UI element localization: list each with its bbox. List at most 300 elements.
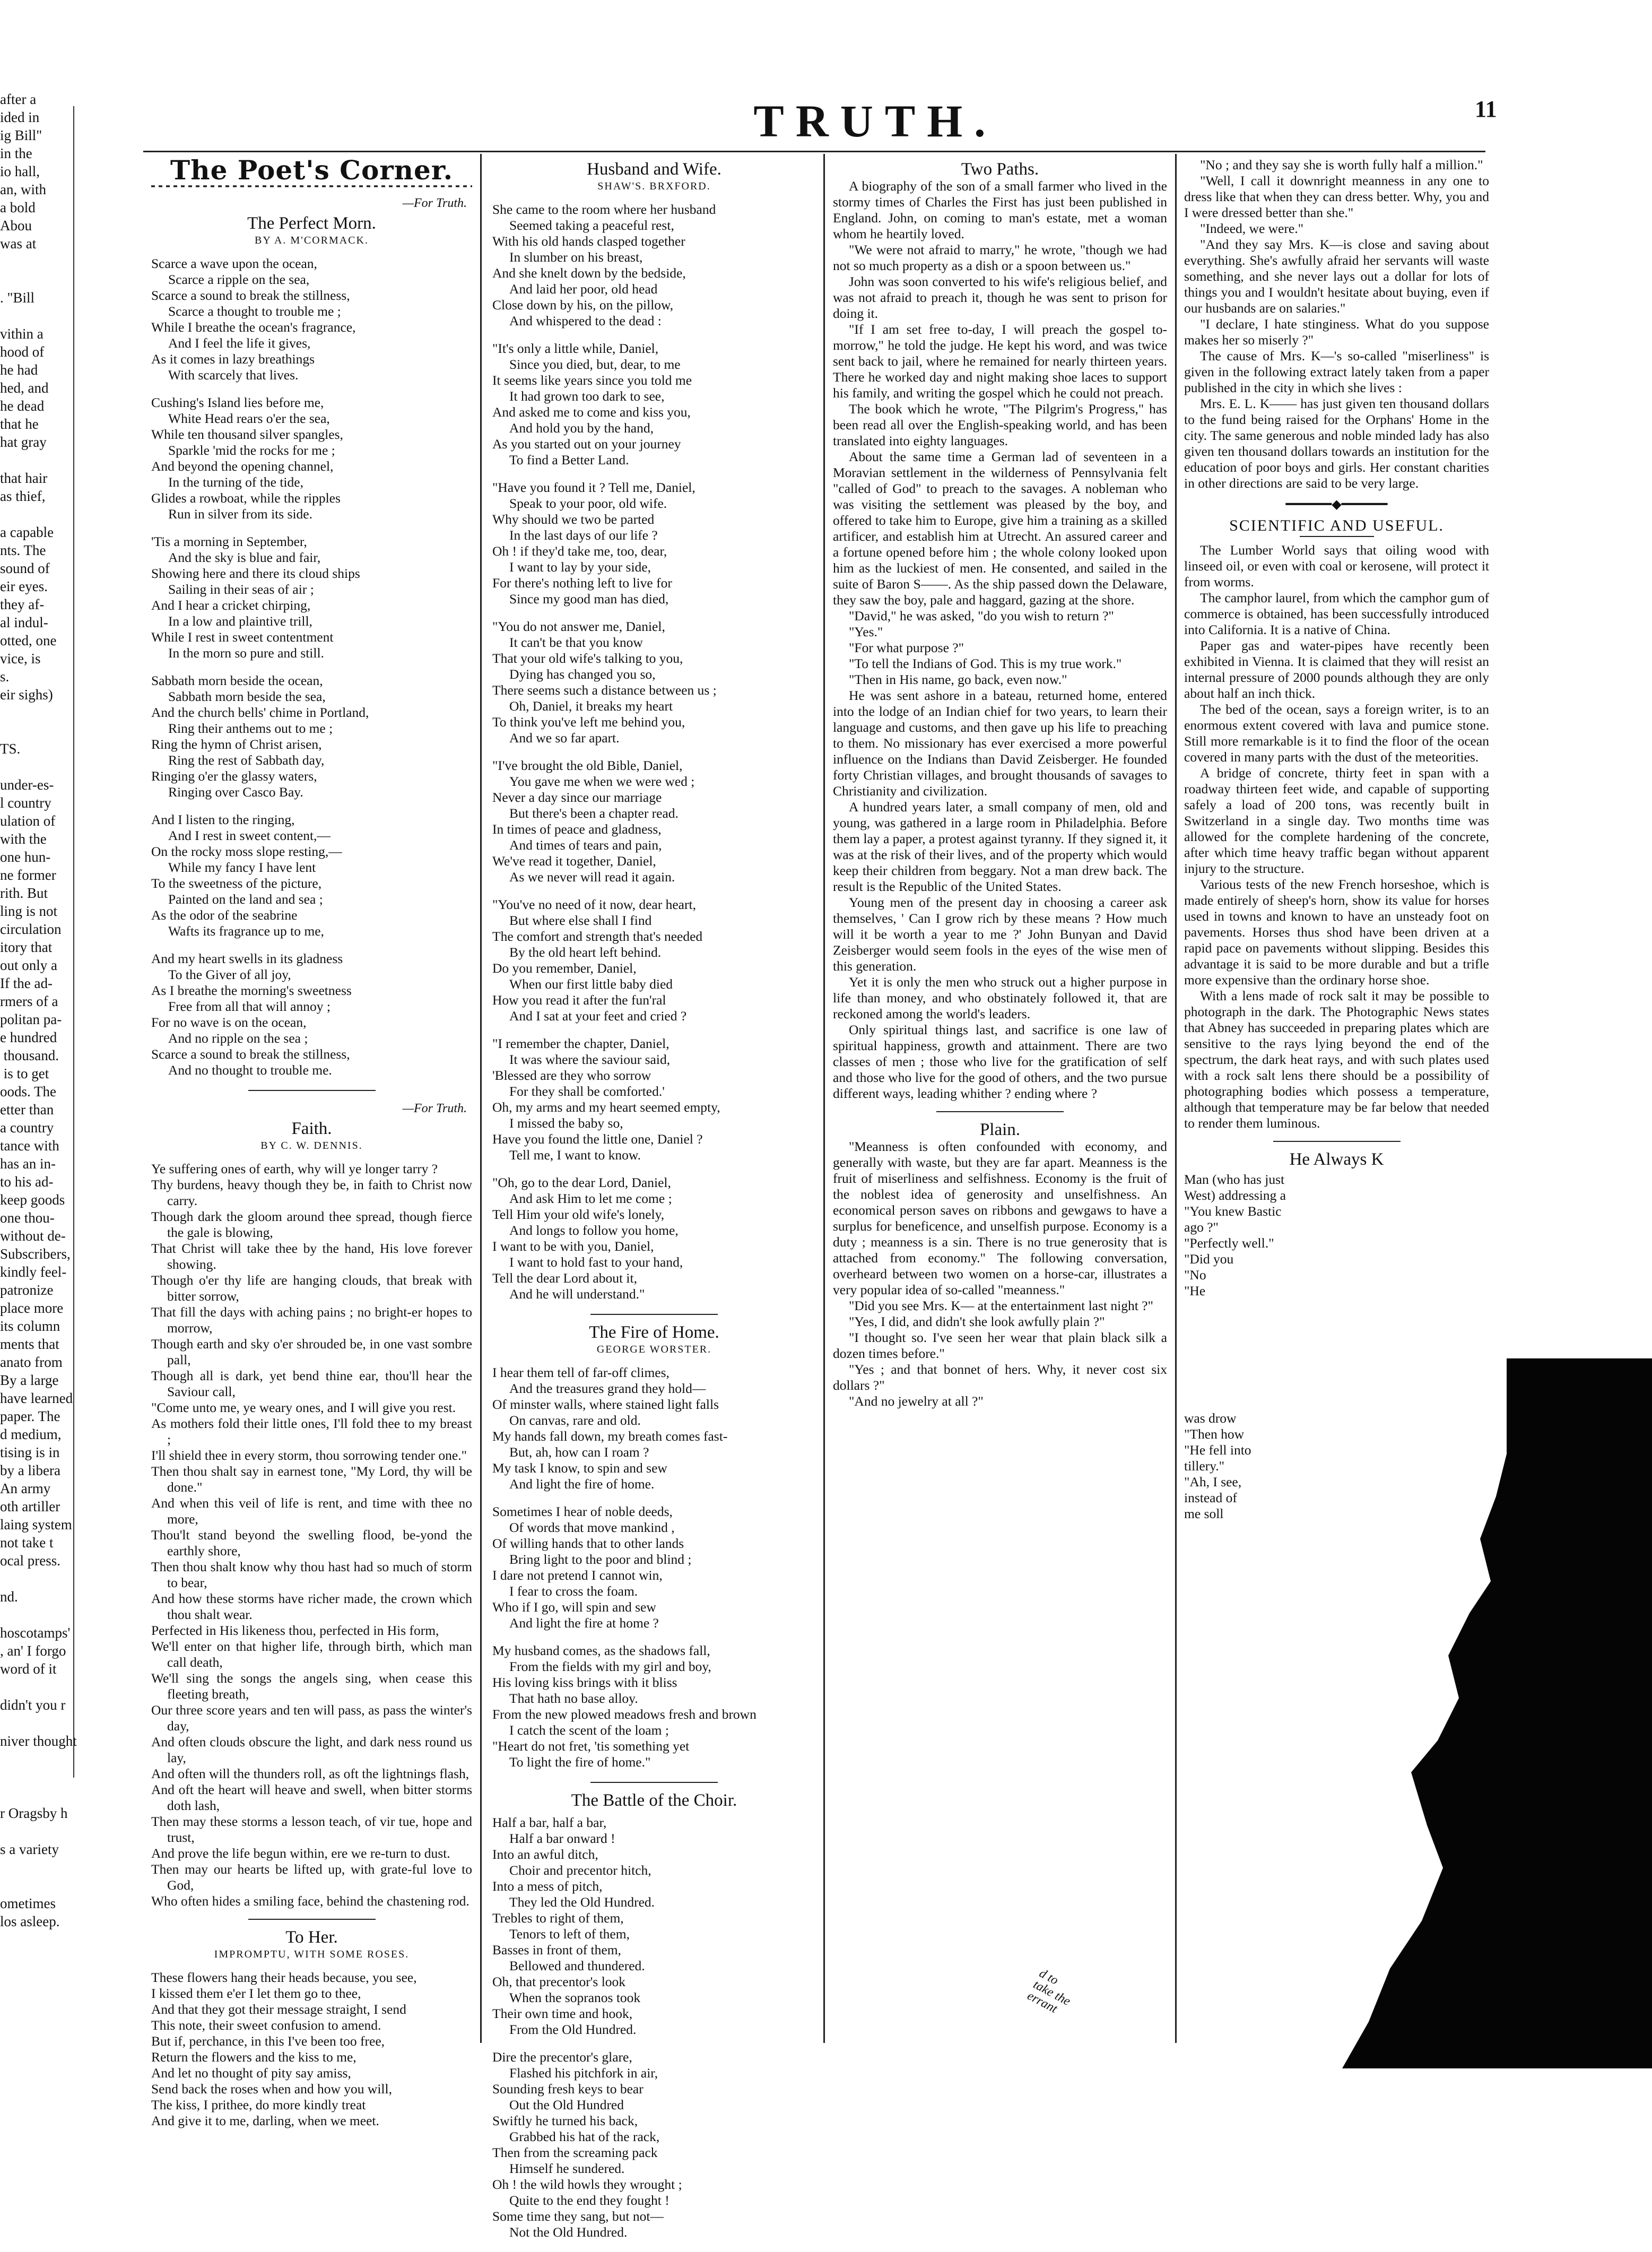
paragraph-line: instead of (1184, 1490, 1237, 1505)
verse-line: I catch the scent of the loam ; (509, 1722, 669, 1738)
poem-title: The Perfect Morn. (247, 214, 376, 233)
verse-line: Bring light to the poor and blind ; (509, 1552, 692, 1567)
verse-line: Then may these storms a lesson teach, of vir tue, hope and trust, (151, 1814, 472, 1845)
verse-line: Ye suffering ones of earth, why will ye longer tarry ? (151, 1161, 438, 1176)
verse-line: And I feel the life it gives, (168, 335, 311, 351)
verse-line: Dying has changed you so, (509, 666, 656, 682)
verse-line: Then thou shalt say in earnest tone, "My Lord, thy will be done." (151, 1463, 472, 1495)
paragraph: Paper gas and water-pipes have recently been exhibited in Vienna. It is claimed that they will resist an internal pressure of 2000 pounds although they are only about half an inch thick. (1184, 638, 1489, 701)
verse-line: In the last days of our life ? (509, 527, 658, 543)
verse-line: When our first little baby died (509, 976, 673, 992)
paragraph: "And they say Mrs. K—is close and saving about everything. She's awfully afraid her servants will waste something, and she never lays out a dollar for lots of things you and I wouldn't hesitate about buying, even if our husbands are on salaries." (1184, 237, 1489, 316)
stanza (151, 673, 472, 800)
verse-line: And I hear a cricket chirping, (151, 597, 311, 613)
separator-rule (590, 1314, 718, 1315)
verse-line: And often clouds obscure the light, and dark ness round us lay, (151, 1734, 472, 1765)
verse-line: To the Giver of all joy, (168, 967, 291, 982)
stanza (492, 1036, 816, 1163)
stanza (151, 951, 472, 1078)
verse-line: Out the Old Hundred (509, 2097, 624, 2112)
verse-line: And asked me to come and kiss you, (492, 404, 691, 420)
stanza (492, 897, 816, 1024)
separator-rule (936, 1111, 1064, 1112)
verse-line: Trebles to right of them, (492, 1910, 624, 1926)
verse-line: Sabbath morn beside the ocean, (151, 673, 323, 688)
paragraph-line: was drow (1184, 1410, 1237, 1426)
masthead-rule (143, 151, 1485, 152)
verse-line: While ten thousand silver spangles, (151, 427, 343, 442)
verse-line: And that they got their message straight, I send (151, 2002, 406, 2017)
verse-line: Then from the screaming pack (492, 2145, 658, 2160)
separator-rule (248, 1919, 376, 1920)
verse-line: And let no thought of pity say amiss, (151, 2065, 351, 2081)
column-two-paths (833, 157, 1167, 1409)
section-title: The Poet's Corner. (170, 154, 453, 186)
verse-line: Basses in front of them, (492, 1942, 621, 1957)
verse-line: Then thou shalt know why thou hast had so much of storm to bear, (151, 1559, 472, 1590)
verse-line: Tell me, I want to know. (509, 1147, 641, 1163)
verse-line: I hear them tell of far-off climes, (492, 1365, 670, 1380)
verse-line: Glides a rowboat, while the ripples (151, 490, 341, 506)
verse-line: Though all is dark, yet bend thine ear, thou'll hear the Saviour call, (151, 1368, 472, 1399)
verse-line: That hath no base alloy. (509, 1691, 638, 1706)
verse-line: In a low and plaintive trill, (168, 613, 312, 629)
verse-line: That Christ will take thee by the hand, His love forever showing. (151, 1241, 472, 1272)
verse-line: And how these storms have richer made, the crown which thou shalt wear. (151, 1591, 472, 1622)
verse-line: Half a bar onward ! (509, 1831, 615, 1846)
verse-line: Since you died, but, dear, to me (509, 357, 681, 372)
verse-line: On canvas, rare and old. (509, 1413, 641, 1428)
paragraph-line: "He (1184, 1283, 1206, 1298)
paragraph-line: "Perfectly well." (1184, 1235, 1274, 1251)
verse-line: And give it to me, darling, when we meet. (151, 2113, 379, 2128)
verse-line: Thy burdens, heavy though they be, in faith to Christ now carry. (151, 1177, 472, 1208)
column-divider (480, 154, 482, 2043)
verse-line: We've read it together, Daniel, (492, 853, 656, 869)
verse-line: Oh, Daniel, it breaks my heart (509, 698, 673, 714)
verse-line: Speak to your poor, old wife. (509, 496, 667, 511)
stanza (151, 534, 472, 661)
verse-line: How you read it after the fun'ral (492, 992, 666, 1008)
verse-line: "Oh, go to the dear Lord, Daniel, (492, 1175, 671, 1190)
paragraph: "No ; and they say she is worth fully half a million." (1200, 157, 1483, 172)
verse-line: And oft the heart will heave and swell, when bitter storms doth lash, (151, 1782, 472, 1813)
verse-line: Into an awful ditch, (492, 1847, 598, 1862)
verse-line: His loving kiss brings with it bliss (492, 1675, 677, 1690)
paragraph: "Meanness is often confounded with economy, and generally with waste, but they are far apart. Meanness is the fruit of miserliness and selfishness. Economy is the fruit of the noblest idea of generosity and unselfishness. An economical person saves on ribbons and gewgaws to have a surplus for beneficence, and unselfish purpose. Economy is a duty ; meanness is a sin. There is no true generosity that is attached from economy." The following conversation, overheard between two women on a horse-car, illustrates a very popular idea of so-called "meanness." (833, 1139, 1167, 1297)
verse-line: Perfected in His likeness thou, perfected in His form, (151, 1623, 439, 1638)
verse-line: Thou'lt stand beyond the swelling flood, be-yond the earthly shore, (151, 1527, 472, 1558)
verse-line: When the sopranos took (509, 1990, 641, 2005)
verse-line: Tell Him your old wife's lonely, (492, 1207, 665, 1222)
verse-line: But if, perchance, in this I've been too free, (151, 2033, 385, 2049)
paragraph: Yet it is only the men who struck out a higher purpose in life than money, and who obstinately followed it, that are reckoned among the world's leaders. (833, 974, 1167, 1021)
paragraph-line: "He fell into (1184, 1442, 1251, 1458)
paragraph: "Yes." (849, 624, 883, 639)
stanza (151, 256, 472, 383)
verse-line: There seems such a distance between us ; (492, 682, 717, 698)
verse-line: "Have you found it ? Tell me, Daniel, (492, 480, 695, 495)
verse-line: But where else shall I find (509, 913, 652, 928)
verse-line: For they shall be comforted.' (509, 1084, 665, 1099)
separator-rule (248, 1090, 376, 1091)
verse-line: Of words that move mankind , (509, 1520, 675, 1535)
verse-line: Not the Old Hundred. (509, 2224, 628, 2240)
poem-credit: —For Truth. (402, 1102, 467, 1115)
verse-line: Close down by his, on the pillow, (492, 297, 674, 313)
stanza (492, 1365, 816, 1492)
verse-line: As I breathe the morning's sweetness (151, 983, 352, 998)
verse-line: My task I know, to spin and sew (492, 1460, 667, 1476)
verse-line: Scarce a sound to break the stillness, (151, 1046, 350, 1062)
verse-line: In times of peace and gladness, (492, 821, 662, 837)
verse-line: While I rest in sweet contentment (151, 629, 334, 645)
verse-line: From the new plowed meadows fresh and brown (492, 1707, 757, 1722)
masthead-title: TRUTH. (753, 96, 997, 146)
verse-line: We'll enter on that higher life, through birth, which man call death, (151, 1639, 472, 1670)
verse-line: Sailing in their seas of air ; (168, 582, 314, 597)
verse-line: The comfort and strength that's needed (492, 929, 703, 944)
poem-title: To Her. (285, 1928, 338, 1947)
verse-line: Sometimes I hear of noble deeds, (492, 1504, 673, 1519)
stanza (492, 758, 816, 885)
verse-line: As mothers fold their little ones, I'll fold thee to my breast ; (151, 1416, 472, 1447)
verse-line: That fill the days with aching pains ; no bright-er hopes to morrow, (151, 1304, 472, 1336)
verse-line: Cushing's Island lies before me, (151, 395, 324, 410)
verse-line: Of minster walls, where stained light falls (492, 1397, 719, 1412)
paragraph-line: West) addressing a (1184, 1188, 1286, 1203)
verse-line: Of willing hands that to other lands (492, 1536, 684, 1551)
verse-line: You gave me when we were wed ; (509, 774, 695, 789)
paragraph: He was sent ashore in a bateau, returned home, entered into the lodge of an Indian chief for two years, to learn their language and customs, and then gave up his life to preaching to them. No missionary has ever exercised a more powerful influence on the Indians than David Zeisberger. He founded forty Christian villages, and brought thousands of savages to Christianity and civilization. (833, 688, 1167, 799)
ink-damage-blot (1347, 1358, 1652, 2068)
verse-line: Dire the precentor's glare, (492, 2049, 632, 2065)
poem-credit: —For Truth. (402, 196, 467, 210)
paragraph: "And no jewelry at all ?" (849, 1393, 984, 1409)
verse-line: We'll sing the songs the angels sing, when cease this fleeting breath, (151, 1670, 472, 1702)
paragraph: "To tell the Indians of God. This is my true work." (849, 656, 1122, 671)
verse-line: She came to the room where her husband (492, 202, 716, 217)
poem-byline: BY A. M'CORMACK. (255, 235, 369, 246)
verse-line: Seemed taking a peaceful rest, (509, 218, 674, 233)
verse-line: Oh, that precentor's look (492, 1974, 626, 1989)
page-number: 11 (1475, 96, 1497, 122)
paragraph: "Well, I call it downright meanness in any one to dress like that when they can dress better. Why, you and I were dressed better than she." (1184, 173, 1489, 220)
verse-line: Tenors to left of them, (509, 1926, 630, 1942)
column-divider (823, 154, 825, 2043)
ornament-rule: ━━━━━━◆━━━━━━ (1285, 498, 1388, 512)
verse-line: That your old wife's talking to you, (492, 651, 683, 666)
separator-rule (590, 1782, 718, 1783)
stanza (492, 1175, 816, 1302)
verse-line: Painted on the land and sea ; (168, 891, 323, 907)
verse-line: And light the fire at home ? (509, 1615, 659, 1631)
verse-line: Do you remember, Daniel, (492, 960, 637, 976)
verse-line: Sabbath morn beside the sea, (168, 689, 326, 704)
verse-line: Into a mess of pitch, (492, 1878, 603, 1894)
verse-line: And when this veil of life is rent, and time with thee no more, (151, 1495, 472, 1527)
verse-line: Sounding fresh keys to bear (492, 2081, 644, 2097)
verse-line: And light the fire of home. (509, 1476, 655, 1492)
paragraph: The camphor laurel, from which the camphor gum of commerce is obtained, has been successfully introduced into California. It is a native of China. (1184, 590, 1489, 637)
verse-line: 'Tis a morning in September, (151, 534, 307, 549)
verse-line: Scarce a sound to break the stillness, (151, 288, 350, 303)
paragraph-line: "Did you (1184, 1251, 1234, 1267)
verse-line: "You do not answer me, Daniel, (492, 619, 665, 634)
verse-line: White Head rears o'er the sea, (168, 411, 330, 426)
verse-line: With his old hands clasped together (492, 233, 685, 249)
verse-line: Ring the rest of Sabbath day, (168, 752, 325, 768)
verse-line: Half a bar, half a bar, (492, 1815, 607, 1830)
paragraph-line: "No (1184, 1267, 1206, 1283)
paragraph: A hundred years later, a small company of men, old and young, was gathered in a large room in Philadelphia. Before them lay a paper, a protest against tyranny. If they signed it, it was at the risk of their lives, and of the property which would keep their children from beggary. Not a man drew back. The result is the Republic of the United States. (833, 799, 1167, 894)
verse-line: I want to lay by your side, (509, 559, 651, 575)
poem-byline: IMPROMPTU, WITH SOME ROSES. (214, 1948, 410, 1960)
paragraph: A bridge of concrete, thirty feet in span with a roadway thirteen feet wide, and capable of supporting safely a load of 200 tons, was recently built in Switzerland in a single day. Two months time was allowed for the complete hardening of the concrete, after which time heavy traffic began without apparent injury to the structure. (1184, 765, 1489, 876)
verse-line: And she knelt down by the bedside, (492, 265, 686, 281)
poem-byline: SHAW'S. BRXFORD. (597, 180, 711, 192)
verse-line: Why should we two be parted (492, 512, 655, 527)
verse-line: And hold you by the hand, (509, 420, 654, 436)
column-scientific (1184, 157, 1489, 1522)
verse-line: And laid her poor, old head (509, 281, 658, 297)
verse-line: But there's been a chapter read. (509, 805, 679, 821)
verse-line: And the sky is blue and fair, (168, 550, 321, 565)
stanza (492, 480, 816, 607)
verse-line: To the sweetness of the picture, (151, 876, 322, 891)
paragraph-line: ago ?" (1184, 1219, 1219, 1235)
paragraph: The book which he wrote, "The Pilgrim's Progress," has been read all over the English-speaking world, and has been translated into eighty languages. (833, 401, 1167, 448)
verse-line: And I rest in sweet content,— (168, 828, 331, 843)
verse-line: In the turning of the tide, (168, 474, 303, 490)
stanza (151, 395, 472, 522)
verse-line: Who often hides a smiling face, behind the chastening rod. (151, 1893, 469, 1909)
verse-line: Then may our hearts be lifted up, with grate-ful love to God, (151, 1861, 472, 1893)
verse-line: Bellowed and thundered. (509, 1958, 645, 1973)
poem-title: The Fire of Home. (589, 1323, 719, 1342)
paragraph: "I thought so. I've seen her wear that plain black silk a dozen times before." (833, 1330, 1167, 1361)
column-poets-corner (151, 154, 472, 2129)
verse-line: By the old heart left behind. (509, 945, 662, 960)
verse-line: Scarce a thought to trouble me ; (168, 304, 341, 319)
article-title: He Always K (1289, 1150, 1384, 1169)
verse-line: And no ripple on the sea ; (168, 1030, 308, 1046)
verse-line: Their own time and hook, (492, 2006, 633, 2021)
paragraph: John was soon converted to his wife's religious belief, and was not afraid to preach it, though he was sent to prison for doing it. (833, 274, 1167, 321)
verse-line: Since my good man has died, (509, 591, 669, 607)
verse-line: And I sat at your feet and cried ? (509, 1008, 687, 1024)
paragraph: Mrs. E. L. K—— has just given ten thousand dollars to the fund being raised for the Orphans' Home in the city. The same generous and noble minded lady has also given ten thousand dollars towards an institution for the education of poor boys and girls. Her constant charities in other directions are said to be very large. (1184, 396, 1489, 491)
paragraph: Young men of the present day in choosing a career ask themselves, ' Can I grow rich by these means ? How much will it be worth a year to me ?' John Bunyan and David Zeisberger would seem fools in the eyes of the wise men of this generation. (833, 895, 1167, 974)
paragraph: "I declare, I hate stinginess. What do you suppose makes her so miserly ?" (1184, 316, 1489, 348)
paragraph-line: Man (who has just (1184, 1172, 1285, 1187)
verse-line: Our three score years and ten will pass, as pass the winter's day, (151, 1702, 472, 1734)
paragraph: "Did you see Mrs. K— at the entertainment last night ?" (849, 1298, 1153, 1313)
verse-line: As the odor of the seabrine (151, 907, 298, 923)
stanza (492, 1815, 816, 2038)
paragraph: "Yes, I did, and didn't she look awfully plain ?" (849, 1314, 1105, 1329)
verse-line: Scarce a ripple on the sea, (168, 272, 310, 287)
paragraph: The Lumber World says that oiling wood with linseed oil, or even with coal or kerosene, will protect it from worms. (1184, 542, 1489, 590)
verse-line: Showing here and there its cloud ships (151, 566, 360, 581)
verse-line: And ask Him to let me come ; (509, 1191, 672, 1206)
paragraph: "We were not afraid to marry," he wrote, "though we had not so much property as a dish or a spoon between us." (833, 242, 1167, 273)
paragraph-line: "Ah, I see, (1184, 1474, 1242, 1489)
verse-line: Sparkle 'mid the rocks for me ; (168, 443, 335, 458)
stanza (492, 2049, 816, 2240)
verse-line: But, ah, how can I roam ? (509, 1444, 649, 1460)
verse-line: Quite to the end they fought ! (509, 2193, 670, 2208)
poem-title: The Battle of the Choir. (571, 1791, 737, 1810)
verse-line: While my fancy I have lent (168, 860, 316, 875)
paragraph: The cause of Mrs. K—'s so-called "miserliness" is given in the following extract lately taken from a paper published in the city in which she lives : (1184, 348, 1489, 395)
verse-line: Who if I go, will spin and sew (492, 1599, 656, 1615)
previous-page-fragment: after a ided in ig Bill" in the io hall, an, with a bold Abou was at . "Bill vithin a hood of he had hed, and he dead that he hat gray that hair as thief, a capable nts. The sound of eir eyes. they af- al indul- otted, one vice, is s. eir sighs) TS. under-es- l country ulation of with the one hun- ne former rith. But ling is not circulation itory that out only a If the ad- rmers of a politan pa- e hundred thousand. is to get oods. The etter than a country tance with has an in- to his ad- keep goods one thou- without de- Subscribers, kindly feel- patronize place more its column ments that anato from By a large have learned paper. The d medium, tising is in by a libera An army oth artiller laing system not take t ocal press. nd. hoscotamps' , an' I forgo word of it didn't you r niver thought r Oragsby h s a variety ometimes los asleep. (0, 91, 77, 1929)
verse-line: "It's only a little while, Daniel, (492, 341, 659, 356)
paragraph-line (1184, 1299, 1489, 1315)
verse-line: "I remember the chapter, Daniel, (492, 1036, 670, 1051)
stanza (492, 341, 816, 468)
verse-line: They led the Old Hundred. (509, 1894, 655, 1910)
verse-line: As we never will read it again. (509, 869, 675, 885)
verse-line: And we so far apart. (509, 730, 620, 746)
verse-line: And often will the thunders roll, as oft the lightnings flash, (151, 1766, 469, 1781)
paragraph: "If I am set free to-day, I will preach the gospel to-morrow," he told the judge. He kept his word, and was twice sent back to jail, where he remained for nearly thirteen years. There he worked day and night making shoe laces to support his family, and writing the gospel which he could not preach. (833, 322, 1167, 401)
verse-line: To find a Better Land. (509, 452, 629, 467)
verse-line: 'Blessed are they who sorrow (492, 1068, 651, 1083)
verse-line: Though dark the gloom around thee spread, though fierce the gale is blowing, (151, 1209, 472, 1240)
verse-line: And prove the life begun within, ere we re-turn to dust. (151, 1846, 450, 1861)
verse-line: From the fields with my girl and boy, (509, 1659, 711, 1674)
verse-line: In the morn so pure and still. (168, 645, 324, 661)
poem-byline: GEORGE WORSTER. (596, 1344, 712, 1355)
article-title: Two Paths. (961, 160, 1039, 179)
verse-line: Oh ! the wild howls they wrought ; (492, 2177, 682, 2192)
verse-line: This note, their sweet confusion to amend. (151, 2017, 381, 2033)
verse-line: "Heart do not fret, 'tis something yet (492, 1738, 690, 1754)
verse-line: Ring their anthems out to me ; (168, 721, 333, 736)
verse-line: And the treasures grand they hold— (509, 1381, 706, 1396)
verse-line: As you started out on your journey (492, 436, 681, 452)
separator-rule (1300, 536, 1374, 537)
paragraph-line: "You knew Bastic (1184, 1203, 1282, 1219)
verse-line: My husband comes, as the shadows fall, (492, 1643, 710, 1658)
paragraph: "Then in His name, go back, even now." (849, 672, 1067, 687)
verse-line: And he will understand." (509, 1286, 645, 1302)
verse-line: And times of tears and pain, (509, 837, 662, 853)
verse-line: Ring the hymn of Christ arisen, (151, 737, 322, 752)
paragraph: "David," he was asked, "do you wish to return ?" (849, 608, 1114, 623)
verse-line: Wafts its fragrance up to me, (168, 923, 324, 939)
verse-line: While I breathe the ocean's fragrance, (151, 319, 356, 335)
paragraph-line (1184, 1315, 1489, 1331)
verse-line: Choir and precentor hitch, (509, 1863, 651, 1878)
verse-line: Have you found the little one, Daniel ? (492, 1131, 703, 1147)
verse-line: I dare not pretend I cannot win, (492, 1567, 663, 1583)
verse-line: Return the flowers and the kiss to me, (151, 2049, 357, 2065)
verse-line: Tell the dear Lord about it, (492, 1270, 637, 1286)
verse-line: The kiss, I prithee, do more kindly treat (151, 2097, 366, 2112)
verse-line: Oh, my arms and my heart seemed empty, (492, 1099, 720, 1115)
verse-line: My hands fall down, my breath comes fast- (492, 1428, 728, 1444)
verse-line: Ringing over Casco Bay. (168, 784, 303, 800)
paragraph: "For what purpose ?" (849, 640, 964, 655)
verse-line: As it comes in lazy breathings (151, 351, 315, 367)
column-divider (1175, 154, 1177, 2043)
paragraph: "Indeed, we were." (1200, 221, 1303, 236)
verse-line: Flashed his pitchfork in air, (509, 2065, 658, 2081)
verse-line: It had grown too dark to see, (509, 388, 665, 404)
paragraph: "Yes ; and that bonnet of hers. Why, it never cost six dollars ?" (833, 1362, 1167, 1393)
verse-line: Some time they sang, but not— (492, 2208, 664, 2224)
poem-byline: BY C. W. DENNIS. (260, 1140, 363, 1151)
verse-line: I kissed them e'er I let them go to thee, (151, 1986, 361, 2001)
stanza (492, 1643, 816, 1770)
verse-line: "You've no need of it now, dear heart, (492, 897, 696, 912)
stanza (492, 1504, 816, 1631)
verse-line: Oh ! if they'd take me, too, dear, (492, 543, 667, 559)
verse-line: "I've brought the old Bible, Daniel, (492, 758, 683, 773)
verse-line: Free from all that will annoy ; (168, 999, 331, 1014)
verse-line: I'll shield thee in every storm, thou sorrowing tender one." (151, 1448, 467, 1463)
paragraph-line: tillery." (1184, 1458, 1225, 1474)
poem-title: Husband and Wife. (587, 160, 721, 179)
verse-line: Swiftly he turned his back, (492, 2113, 638, 2128)
paragraph: With a lens made of rock salt it may be possible to photograph in the dark. The Photographic News states that Abney has succeeded in preparing plates which are sensitive to the rays lying beyond the end of the spectrum, the dark heat rays, and with such plates used with a rock salt lens there should be a possibility of photographing bodies which possess a temperature, although that temperature may be far below that needed to render them luminous. (1184, 988, 1489, 1131)
stanza (492, 619, 816, 746)
verse-line: Send back the roses when and how you will, (151, 2081, 392, 2097)
paragraph: Various tests of the new French horseshoe, which is made entirely of sheep's horn, show its value for horses used in towns and known to have an unsteady foot on pavements. Horses thus shod have been driven at a rapid pace on pavements without slipping. Besides this advantage it is said to be more durable and but a trifle more expensive than the ordinary horse shoe. (1184, 877, 1489, 988)
verse-line: Never a day since our marriage (492, 790, 662, 805)
verse-line: In slumber on his breast, (509, 249, 643, 265)
verse-line: For there's nothing left to live for (492, 575, 672, 591)
verse-line: Grabbed his hat of the rack, (509, 2129, 660, 2144)
verse-line: It was where the saviour said, (509, 1052, 671, 1067)
verse-line: On the rocky moss slope resting,— (151, 844, 342, 859)
verse-line: Himself he sundered. (509, 2161, 625, 2176)
verse-line: Ringing o'er the glassy waters, (151, 768, 317, 784)
article-title: Plain. (979, 1120, 1021, 1139)
verse-line: Scarce a wave upon the ocean, (151, 256, 317, 271)
fragment-divider (73, 106, 74, 1778)
paragraph: A biography of the son of a small farmer who lived in the stormy times of Charles the First has just been published in England. John, on coming to man's estate, met a woman whom he heartily loved. (833, 178, 1167, 241)
verse-line: And I listen to the ringing, (151, 812, 295, 827)
verse-line: "Come unto me, ye weary ones, and I will give you rest. (151, 1400, 456, 1415)
paragraph: The bed of the ocean, says a foreign writer, is to an enormous extent covered with lava and pumice stone. Still more remarkable is it to find the floor of the ocean covered in many parts with the dust of the meteorities. (1184, 701, 1489, 765)
verse-line: I want to hold fast to your hand, (509, 1254, 683, 1270)
stanza (151, 812, 472, 939)
separator-rule (1273, 1141, 1401, 1142)
verse-line: I want to be with you, Daniel, (492, 1238, 654, 1254)
verse-line: Run in silver from its side. (168, 506, 312, 522)
verse-line: And whispered to the dead : (509, 313, 662, 328)
paragraph-line: me soll (1184, 1506, 1224, 1521)
handwritten-stamp: d to take the errant (1025, 1966, 1073, 2016)
verse-line: I fear to cross the foam. (509, 1583, 638, 1599)
verse-line: These flowers hang their heads because, you see, (151, 1970, 417, 1985)
verse-line: From the Old Hundred. (509, 2022, 637, 2037)
verse-line: To light the fire of home." (509, 1754, 651, 1770)
article-title: SCIENTIFIC AND USEFUL. (1229, 517, 1444, 534)
verse-line: For no wave is on the ocean, (151, 1015, 307, 1030)
verse-line: Though earth and sky o'er shrouded be, in one vast sombre pall, (151, 1336, 472, 1367)
verse-line: Though o'er thy life are hanging clouds, that break with bitter sorrow, (151, 1272, 472, 1304)
verse-line: And the church bells' chime in Portland, (151, 705, 369, 720)
verse-line: With scarcely that lives. (168, 367, 299, 383)
verse-line: And longs to follow you home, (509, 1223, 679, 1238)
poem-title: Faith. (291, 1119, 332, 1138)
verse-line: It seems like years since you told me (492, 373, 692, 388)
